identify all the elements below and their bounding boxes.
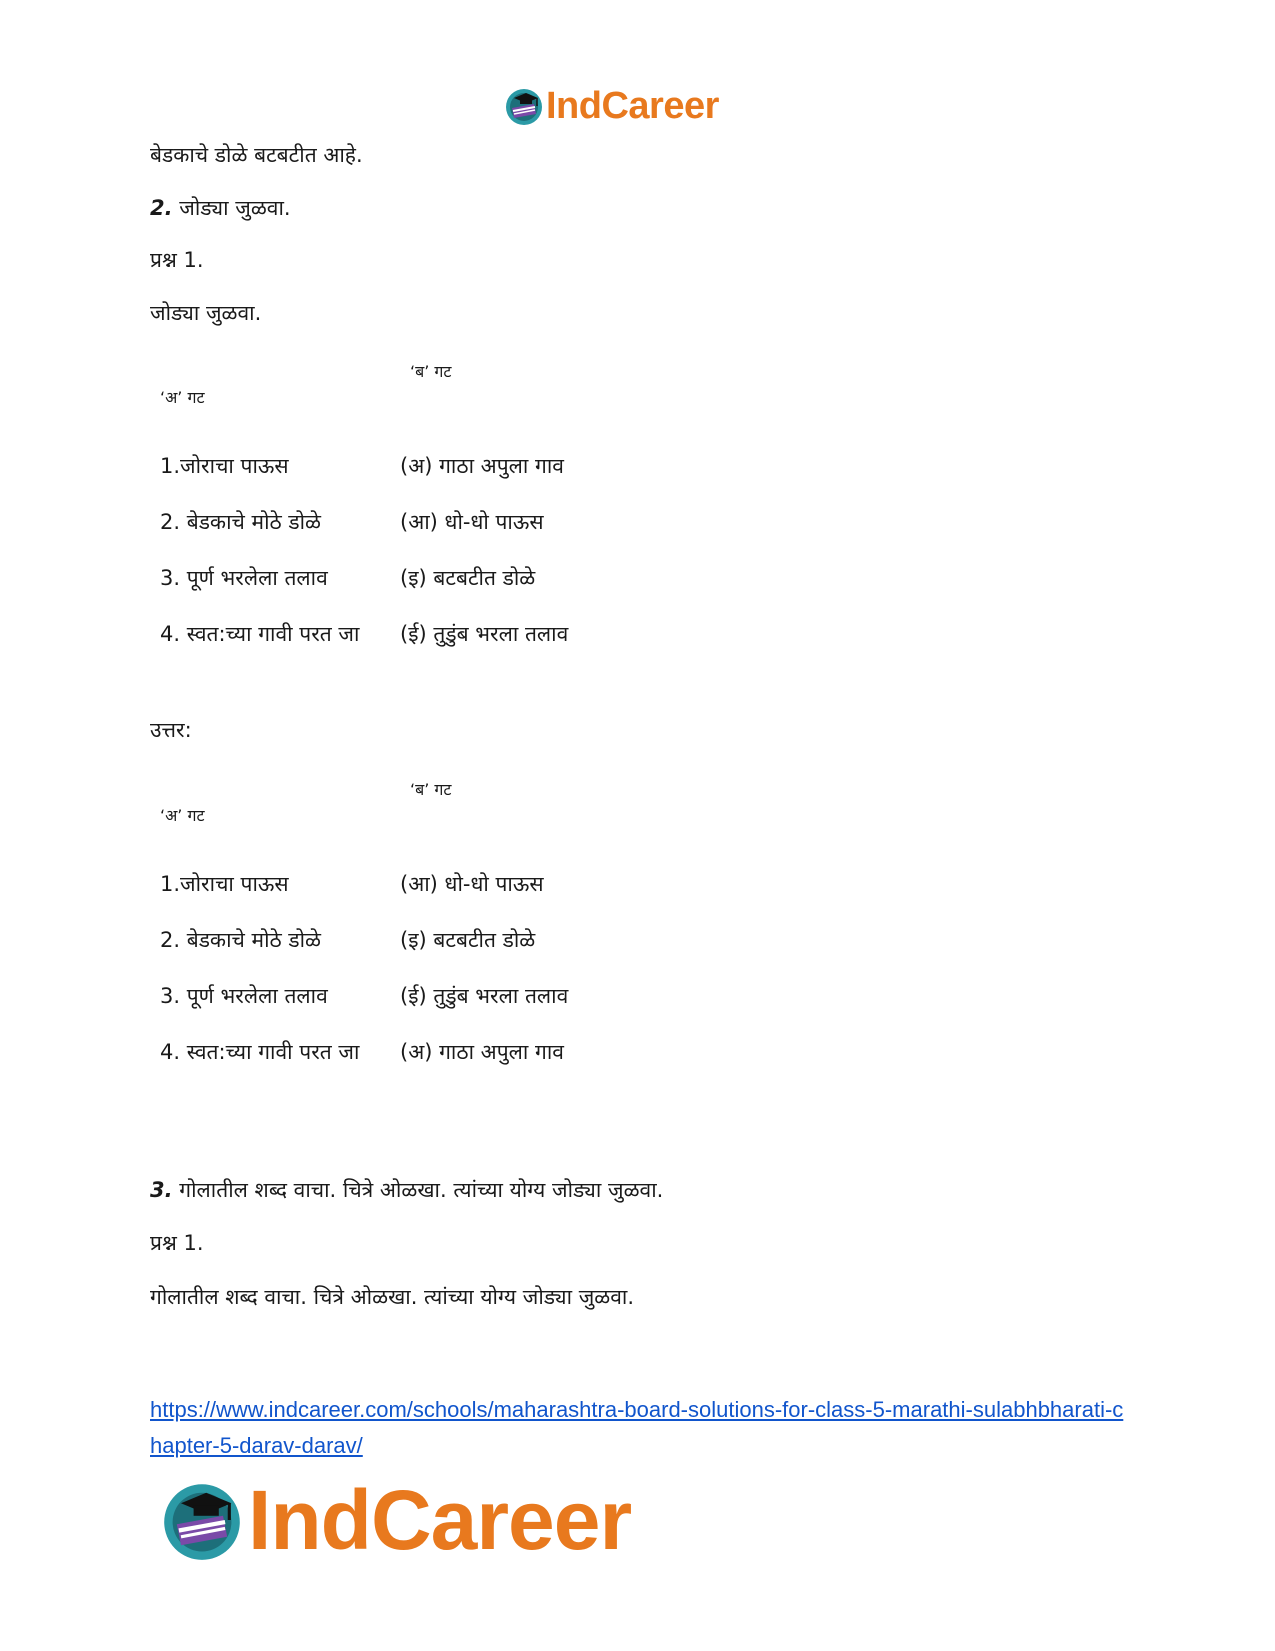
cell-b: (ई) तुडुंब भरला तलाव	[400, 984, 569, 1008]
table-row	[150, 564, 670, 593]
table-row	[150, 508, 670, 537]
section-2-title: जोड्या जुळवा.	[179, 196, 291, 220]
table-row	[150, 982, 670, 1011]
section-3-heading	[150, 1176, 663, 1204]
answer-match-table	[150, 778, 670, 1094]
cell-b: (अ) गाठा अपुला गाव	[400, 454, 564, 478]
logo-wordmark: IndCareer	[248, 1472, 632, 1567]
header-group-a: ‘अ’ गट	[160, 388, 205, 407]
answer-label: उत्तर:	[150, 718, 192, 742]
header-group-b: ‘ब’ गट	[410, 362, 452, 381]
cell-a: 4. स्वत:च्या गावी परत जा	[160, 622, 360, 646]
question-text: गोलातील शब्द वाचा. चित्रे ओळखा. त्यांच्या योग्य जोड्या जुळवा.	[150, 1285, 635, 1309]
table-row	[150, 1038, 670, 1067]
table-header	[150, 360, 670, 452]
cell-a: 2. बेडकाचे मोठे डोळे	[160, 510, 322, 534]
cell-a: 1.जोराचा पाऊस	[160, 454, 289, 478]
table-row	[150, 926, 670, 955]
section-2-heading	[150, 194, 291, 222]
question-match-table	[150, 360, 670, 676]
question-text: जोड्या जुळवा.	[150, 301, 262, 325]
cell-b: (ई) तुडुंब भरला तलाव	[400, 622, 569, 646]
cell-b: (अ) गाठा अपुला गाव	[400, 1040, 564, 1064]
header-group-b: ‘ब’ गट	[410, 780, 452, 799]
question-label: प्रश्न 1.	[150, 248, 204, 272]
cell-b: (इ) बटबटीत डोळे	[400, 566, 536, 590]
cell-a: 3. पूर्ण भरलेला तलाव	[160, 566, 328, 590]
section-2-number: 2.	[150, 196, 173, 220]
logo-wordmark: IndCareer	[546, 84, 719, 127]
header-logo	[504, 82, 719, 130]
graduation-cap-book-icon	[504, 86, 544, 126]
cell-a: 4. स्वत:च्या गावी परत जा	[160, 1040, 360, 1064]
section-3-number: 3.	[150, 1178, 173, 1202]
intro-line: बेडकाचे डोळे बटबटीत आहे.	[150, 143, 363, 167]
cell-a: 2. बेडकाचे मोठे डोळे	[160, 928, 322, 952]
cell-a: 1.जोराचा पाऊस	[160, 872, 289, 896]
table-row	[150, 620, 670, 649]
footer-logo	[160, 1470, 631, 1570]
section-3-title: गोलातील शब्द वाचा. चित्रे ओळखा. त्यांच्या योग्य जोड्या जुळवा.	[179, 1178, 664, 1202]
table-row	[150, 452, 670, 481]
cell-a: 3. पूर्ण भरलेला तलाव	[160, 984, 328, 1008]
cell-b: (आ) धो-धो पाऊस	[400, 510, 544, 534]
header-group-a: ‘अ’ गट	[160, 806, 205, 825]
question-label: प्रश्न 1.	[150, 1231, 204, 1255]
source-link[interactable]: https://www.indcareer.com/schools/maharashtra-board-solutions-for-class-5-marathi-sulabhbharati-chapter-5-darav-darav/	[150, 1397, 1124, 1458]
graduation-cap-book-icon	[160, 1478, 244, 1562]
table-row	[150, 870, 670, 899]
cell-b: (इ) बटबटीत डोळे	[400, 928, 536, 952]
cell-b: (आ) धो-धो पाऊस	[400, 872, 544, 896]
table-header	[150, 778, 670, 870]
